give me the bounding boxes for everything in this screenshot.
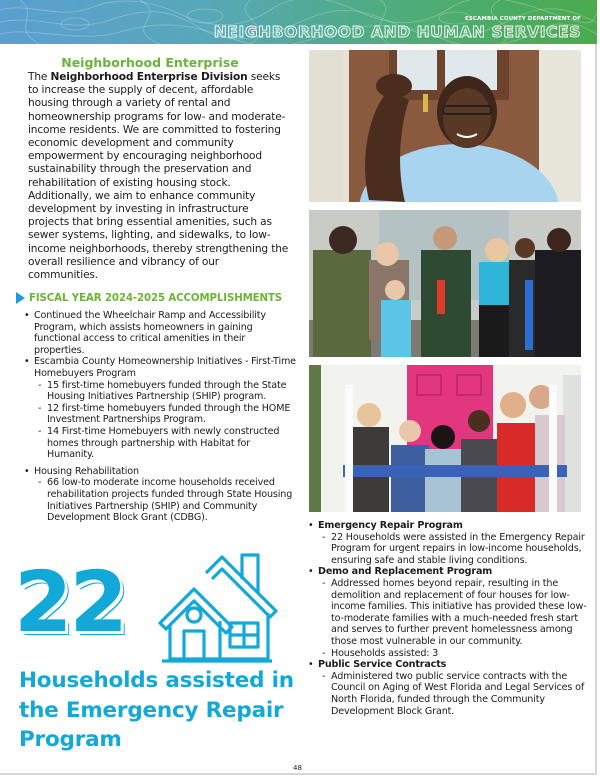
stat-label: Households assisted in the Emergency Repair Program [19, 668, 294, 752]
accomplishments-heading [16, 292, 282, 304]
house-icon [158, 553, 284, 665]
program-title: Public Service Contracts [318, 659, 447, 671]
intro-text: seeks to increase the supply of decent, affordable housing through a variety of rental and homeownership programs for low- and moderate-income residents. We are committed to fostering economic development and community empowerment by encouraging neighborhood sustainability through the preservation and rehabilitation of existing housing stock. Additionally, we aim to enhance community development by investing in infrastructure projects that bring essential amenities, such as sewer systems, lighting, and sidewalks, to low-income neighborhoods, thereby strengthening the overall resilience and vibrancy of our communities. [28, 71, 289, 282]
sub-list-item: - Administered two public service contracts with the Council on Aging of West Florida and Legal Services of North Florida, funded through the Community Development Block Grant. [322, 671, 593, 717]
item-text: Escambia County Homeownership Initiatives - First-Time Homebuyers Program [34, 356, 296, 379]
item-text: Housing Rehabilitation [34, 465, 139, 477]
accomplishments-list [24, 310, 296, 524]
list-item [308, 659, 593, 717]
page-number: 48 [293, 764, 302, 772]
sub-list-item: - 15 first-time homebuyers funded through the State Housing Initiatives Partnership (SHIP) program. [38, 380, 296, 403]
stat-number: 22 [14, 553, 125, 651]
triangle-bullet-icon [16, 292, 25, 304]
sub-list [322, 532, 593, 567]
item-text: Continued the Wheelchair Ramp and Accessibility Program, which assists homeowners in gaining functional access to critical amenities in their properties. [34, 310, 266, 356]
sub-list [38, 477, 296, 523]
photo-homeowner-with-key [309, 50, 581, 202]
accomplishments-heading-text: FISCAL YEAR 2024-2025 ACCOMPLISHMENTS [29, 292, 283, 304]
list-item [24, 310, 296, 356]
intro-paragraph [28, 71, 290, 282]
sub-list-item: - 22 Households were assisted in the Emergency Repair Program for urgent repairs in low-income households, ensuring safe and stable living conditions. [322, 532, 593, 567]
sub-list [322, 671, 593, 717]
photo-ribbon-cutting-group [309, 210, 581, 357]
photo-pink-door-ribbon-cutting [309, 365, 581, 512]
list-item [308, 566, 593, 659]
sub-list-item: - Addressed homes beyond repair, resulting in the demolition and replacement of four houses for low-income families. This initiative has provided these low-to-moderate families with a much-needed fresh start and serves to further prevent homelessness among those most vulnerable in our community. [322, 578, 593, 648]
sub-list [38, 380, 296, 461]
department-line: ESCAMBIA COUNTY DEPARTMENT OF [464, 16, 581, 22]
list-item [308, 520, 593, 566]
division-name: Neighborhood Enterprise Division [50, 71, 248, 83]
header-banner [0, 0, 597, 44]
program-title: Emergency Repair Program [318, 520, 463, 531]
list-item [24, 466, 296, 524]
sub-list-item: - 66 low-to moderate income households received rehabilitation projects funded through State Housing Initiatives Partnership (SHIP) and Community Development Block Grant (CDBG). [38, 477, 296, 523]
sub-list-item: - Households assisted: 3 [322, 648, 593, 660]
sub-list-item: - 14 First-time Homebuyers with newly constructed homes through partnership with Habitat for Humanity. [38, 426, 296, 461]
sub-list [322, 578, 593, 659]
sub-list-item: - 12 first-time homebuyers funded through the HOME Investment Partnerships Program. [38, 403, 296, 426]
department-title: NEIGHBORHOOD AND HUMAN SERVICES [213, 23, 581, 41]
section-title: Neighborhood Enterprise [61, 55, 239, 70]
program-title: Demo and Replacement Program [318, 566, 493, 578]
list-item [24, 356, 296, 460]
programs-list [308, 520, 593, 717]
intro-prefix: The [28, 71, 51, 83]
